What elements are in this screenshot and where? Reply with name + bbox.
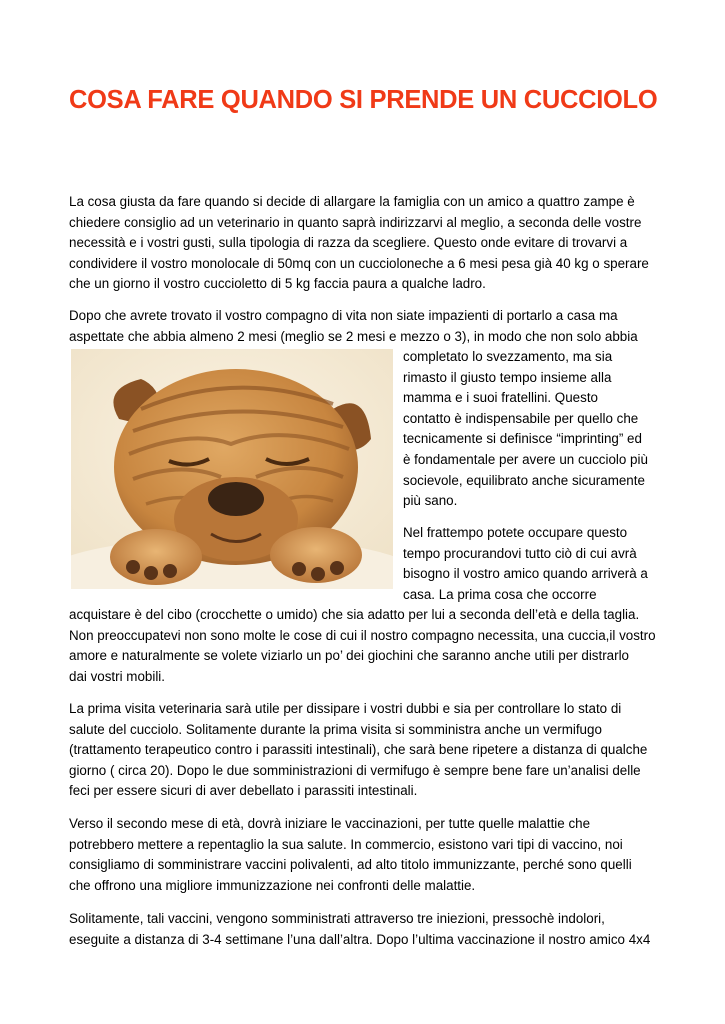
text-line: tecnicamente si definisce “imprinting” ed bbox=[403, 431, 642, 447]
text-line: dai vostri mobili. bbox=[69, 668, 165, 684]
text-line: condividere il vostro monolocale di 50mq con un cuccioloneche a 6 mesi pesa già 40 kg o sperare bbox=[69, 255, 649, 271]
text-line: La cosa giusta da fare quando si decide di allargare la famiglia con un amico a quattro zampe è bbox=[69, 194, 635, 209]
text-line: aspettate che abbia almeno 2 mesi (meglio se 2 mesi e mezzo o 3), in modo che non solo abbia bbox=[69, 328, 638, 344]
text-line: Non preoccupatevi non sono molte le cose di cui il nostro compagno necessita, una cuccia,il vostro bbox=[69, 627, 656, 643]
text-line: chiedere consiglio ad un veterinario in quanto saprà indirizzarvi al meglio, a seconda delle vostre bbox=[69, 214, 642, 230]
text-line: bisogno il vostro amico quando arriverà a bbox=[403, 566, 648, 582]
paragraph-waiting-wrap bbox=[403, 347, 665, 512]
text-line: feci per essere sicuri di aver debellato i parassiti intestinali. bbox=[69, 783, 418, 799]
paragraph-supplies-wrap bbox=[403, 523, 665, 605]
text-line: mamma e i suoi fratellini. Questo bbox=[403, 390, 598, 406]
paragraph-supplies-rest bbox=[69, 605, 669, 687]
text-line: potrebbero mettere a repentaglio la sua salute. In commercio, esistono vari tipi di vaccino, noi bbox=[69, 836, 623, 852]
text-line: Verso il secondo mese di età, dovrà iniziare le vaccinazioni, per tutte quelle malattie che bbox=[69, 816, 591, 831]
text-line: amore e naturalmente se volete viziarlo un po’ dei giochini che saranno anche utili per distrarlo bbox=[69, 648, 629, 664]
text-line: Dopo che avrete trovato il vostro compagno di vita non siate impazienti di portarlo a casa ma bbox=[69, 308, 618, 323]
text-line: eseguite a distanza di 3-4 settimane l’una dall’altra. Dopo l’ultima vaccinazione il nostro amico 4x4 bbox=[69, 931, 651, 947]
text-line: è fondamentale per avere un cucciolo più bbox=[403, 451, 648, 467]
text-line: casa. La prima cosa che occorre bbox=[403, 586, 597, 602]
text-line: La prima visita veterinaria sarà utile per dissipare i vostri dubbi e sia per controllare lo stato di bbox=[69, 701, 622, 716]
paragraph-waiting-top bbox=[69, 306, 669, 347]
text-line: salute del cucciolo. Solitamente durante la prima visita si somministra anche un vermifugo bbox=[69, 721, 602, 737]
puppy-photo bbox=[71, 349, 393, 589]
text-line: tempo procurandovi tutto ciò di cui avrà bbox=[403, 545, 637, 561]
paragraph-vet-visit bbox=[69, 699, 669, 802]
paragraph-vaccinations bbox=[69, 814, 669, 896]
text-line: Solitamente, tali vaccini, vengono somministrati attraverso tre iniezioni, pressochè indolori, bbox=[69, 911, 605, 926]
text-line: che un giorno il vostro cuccioletto di 5 kg faccia paura a qualche ladro. bbox=[69, 276, 486, 292]
text-line: che offrono una migliore immunizzazione nei confronti delle malattie. bbox=[69, 877, 476, 893]
paragraph-intro bbox=[69, 192, 669, 295]
text-line: rimasto il giusto tempo insieme alla bbox=[403, 369, 612, 385]
text-line: socievole, equilibrato anche sicuramente bbox=[403, 472, 645, 488]
text-line: contatto è indispensabile per quello che bbox=[403, 410, 639, 426]
shar-pei-puppy-image bbox=[71, 349, 393, 589]
text-line: più sano. bbox=[403, 493, 458, 509]
text-line: Nel frattempo potete occupare questo bbox=[403, 525, 628, 540]
page-title: COSA FARE QUANDO SI PRENDE UN CUCCIOLO bbox=[69, 86, 658, 114]
text-line: giorno ( circa 20). Dopo le due somministrazioni di vermifugo è sempre bene fare un’analisi delle bbox=[69, 762, 641, 778]
paragraph-injections bbox=[69, 909, 669, 950]
text-line: completato lo svezzamento, ma sia bbox=[403, 349, 613, 364]
text-line: necessità e i vostri gusti, sulla tipologia di razza da scegliere. Questo onde evitare di trovarvi a bbox=[69, 235, 628, 251]
text-line: (trattamento terapeutico contro i parassiti intestinali), che sarà bene ripetere a distanza di qualche bbox=[69, 742, 648, 758]
text-line: acquistare è del cibo (crocchette o umido) che sia adatto per lui a seconda dell’età e della taglia. bbox=[69, 607, 640, 622]
text-line: consigliamo di somministrare vaccini polivalenti, ad alto titolo immunizzante, perché sono quelli bbox=[69, 857, 632, 873]
